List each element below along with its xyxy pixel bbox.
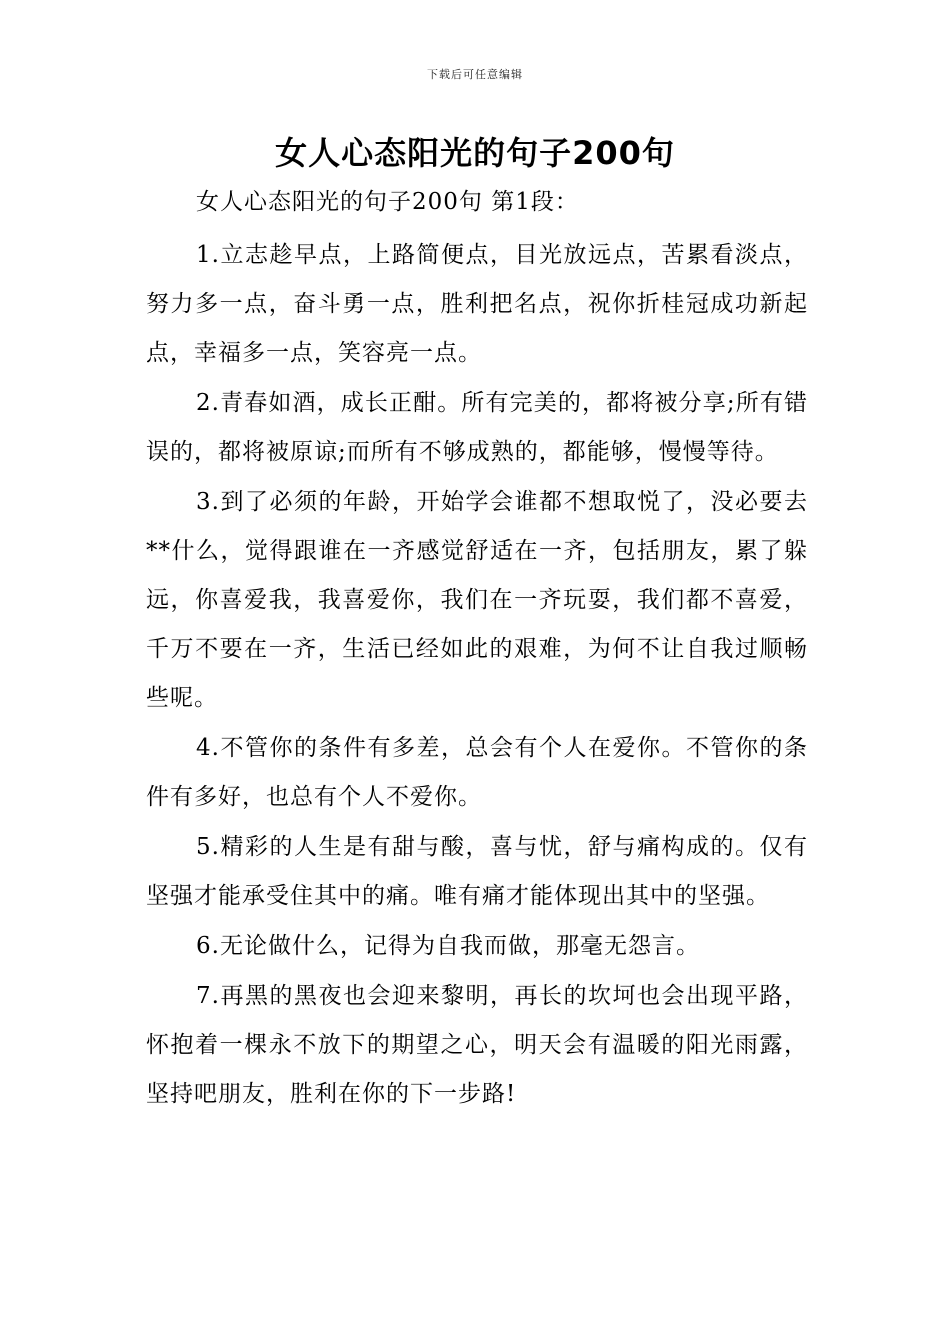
section-subtitle: 女人心态阳光的句子200句 第1段： (196, 189, 579, 215)
paragraph-5: 5.精彩的人生是有甜与酸，喜与忧，舒与痛构成的。仅有坚强才能承受住其中的痛。唯有痛才能体现出其中的坚强。 (146, 834, 808, 909)
document-body (146, 178, 808, 1120)
paragraph-3: 3.到了必须的年龄，开始学会谁都不想取悦了，没必要去**什么，觉得跟谁在一齐感觉舒适在一齐，包括朋友，累了躲远，你喜爱我，我喜爱你，我们在一齐玩耍，我们都不喜爱，千万不要在一齐，生活已经如此的艰难，为何不让自我过顺畅些呢。 (146, 489, 808, 711)
paragraph-7: 7.再黑的黑夜也会迎来黎明，再长的坎坷也会出现平路，怀抱着一棵永不放下的期望之心，明天会有温暖的阳光雨露，坚持吧朋友，胜利在你的下一步路! (146, 983, 808, 1107)
page-title: 女人心态阳光的句子200句 (275, 134, 675, 172)
paragraph-1: 1.立志趁早点，上路简便点，目光放远点，苦累看淡点，努力多一点，奋斗勇一点，胜利把名点，祝你折桂冠成功新起点，幸福多一点，笑容亮一点。 (146, 242, 808, 366)
paragraph-6: 6.无论做什么，记得为自我而做，那毫无怨言。 (196, 933, 700, 959)
header-note: 下载后可任意编辑 (427, 68, 523, 81)
paragraph-2: 2.青春如酒，成长正酣。所有完美的，都将被分享;所有错误的，都将被原谅;而所有不够成熟的，都能够，慢慢等待。 (146, 390, 808, 465)
paragraph-4: 4.不管你的条件有多差，总会有个人在爱你。不管你的条件有多好，也总有个人不爱你。 (146, 735, 808, 810)
